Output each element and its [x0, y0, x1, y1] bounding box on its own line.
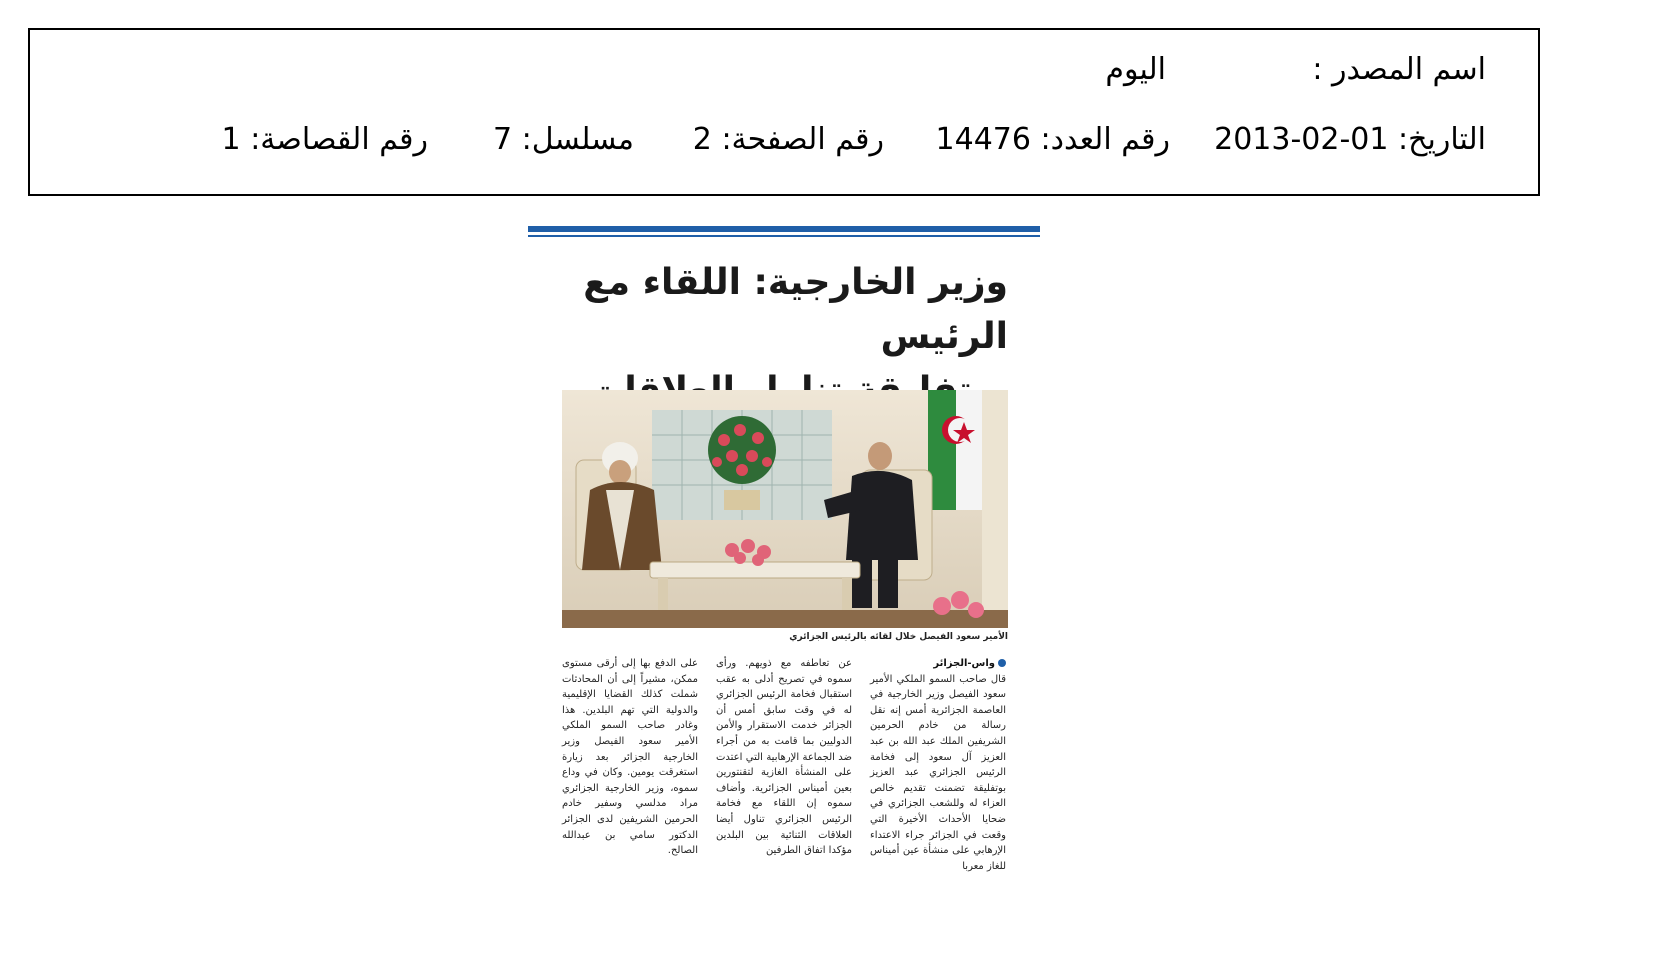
column-2-text: عن تعاطفه مع ذويهم. ورأى سموه في تصريح أدلى به عقب استقبال فخامة الرئيس الجزائري له في وقت سابق أمس أن الجزائر خدمت الاستقرار والأمن الدوليين بما قامت به من أجراء ضد الجماعة الإرهابية التي اعتدت على المنشأة الغازية لتقنتورين بعين أميناس الجزائرية. وأضاف سموه إن اللقاء مع فخامة الرئيس الجزائري تناول أيضا العلاقات الثنائية بين البلدين مؤكدا اتفاق الطرفين — [716, 658, 852, 857]
top-rule-thin — [528, 235, 1040, 237]
issue-value: 14476 — [935, 122, 1031, 157]
bullet-icon — [998, 659, 1006, 667]
serial-value: 7 — [493, 122, 513, 157]
issue-field — [936, 122, 1170, 157]
clip-field — [222, 122, 428, 157]
meeting-photo-illustration — [562, 390, 1008, 628]
newspaper-clipping — [528, 226, 1040, 916]
source-value: اليوم — [1105, 52, 1166, 87]
metadata-box — [28, 28, 1540, 196]
date-field — [1214, 122, 1486, 157]
serial-field — [493, 122, 634, 157]
top-rule — [528, 226, 1040, 232]
column-1-text: قال صاحب السمو الملكي الأمير سعود الفيصل وزير الخارجية في العاصمة الجزائرية أمس إنه نقل رسالة من خادم الحرمين الشريفين الملك عبد الله بن عبد العزيز آل سعود إلى فخامة الرئيس الجزائري عبد العزيز بوتفليقة تضمنت تقديم خالص العزاء له وللشعب الجزائري في ضحايا الأحداث الأخيرة التي وقعت في الجزائر جراء الاعتداء الإرهابي على منشأة عين أميناس للغاز معربا — [870, 673, 1006, 872]
photo-caption: الأمير سعود الفيصل خلال لقائه بالرئيس الجزائري — [789, 632, 1008, 642]
date-value: 2013-02-01 — [1214, 122, 1389, 157]
page-label: رقم الصفحة: — [721, 122, 884, 157]
column-3-text: على الدفع بها إلى أرقى مستوى ممكن، مشيراً إلى أن المحادثات شملت كذلك القضايا الإقليمية والدولية التي تهم البلدين. هذا وغادر صاحب السمو الملكي الأمير سعود الفيصل وزير الخارجية الجزائر بعد زيارة استغرقت يومين. وكان في وداع سموه، وزير الخارجية الجزائري مراد مدلسي وسفير خادم الحرمين الشريفين لدى الجزائر الدكتور سامي بن عبدالله الصالح. — [562, 658, 698, 857]
article-column-2 — [716, 656, 852, 859]
serial-label: مسلسل: — [521, 122, 634, 157]
headline-line-1: وزير الخارجية: اللقاء مع الرئيس — [583, 262, 1008, 357]
clip-label: رقم القصاصة: — [250, 122, 428, 157]
date-label: التاريخ: — [1398, 122, 1486, 157]
page-value: 2 — [692, 122, 712, 157]
source-label: اسم المصدر : — [1312, 52, 1486, 87]
article-column-3 — [562, 656, 698, 859]
byline: واس-الجزائر — [933, 658, 995, 669]
issue-label: رقم العدد: — [1040, 122, 1170, 157]
article-photo — [562, 390, 1008, 628]
page-field — [693, 122, 884, 157]
clip-value: 1 — [221, 122, 241, 157]
article-column-1 — [870, 656, 1006, 874]
